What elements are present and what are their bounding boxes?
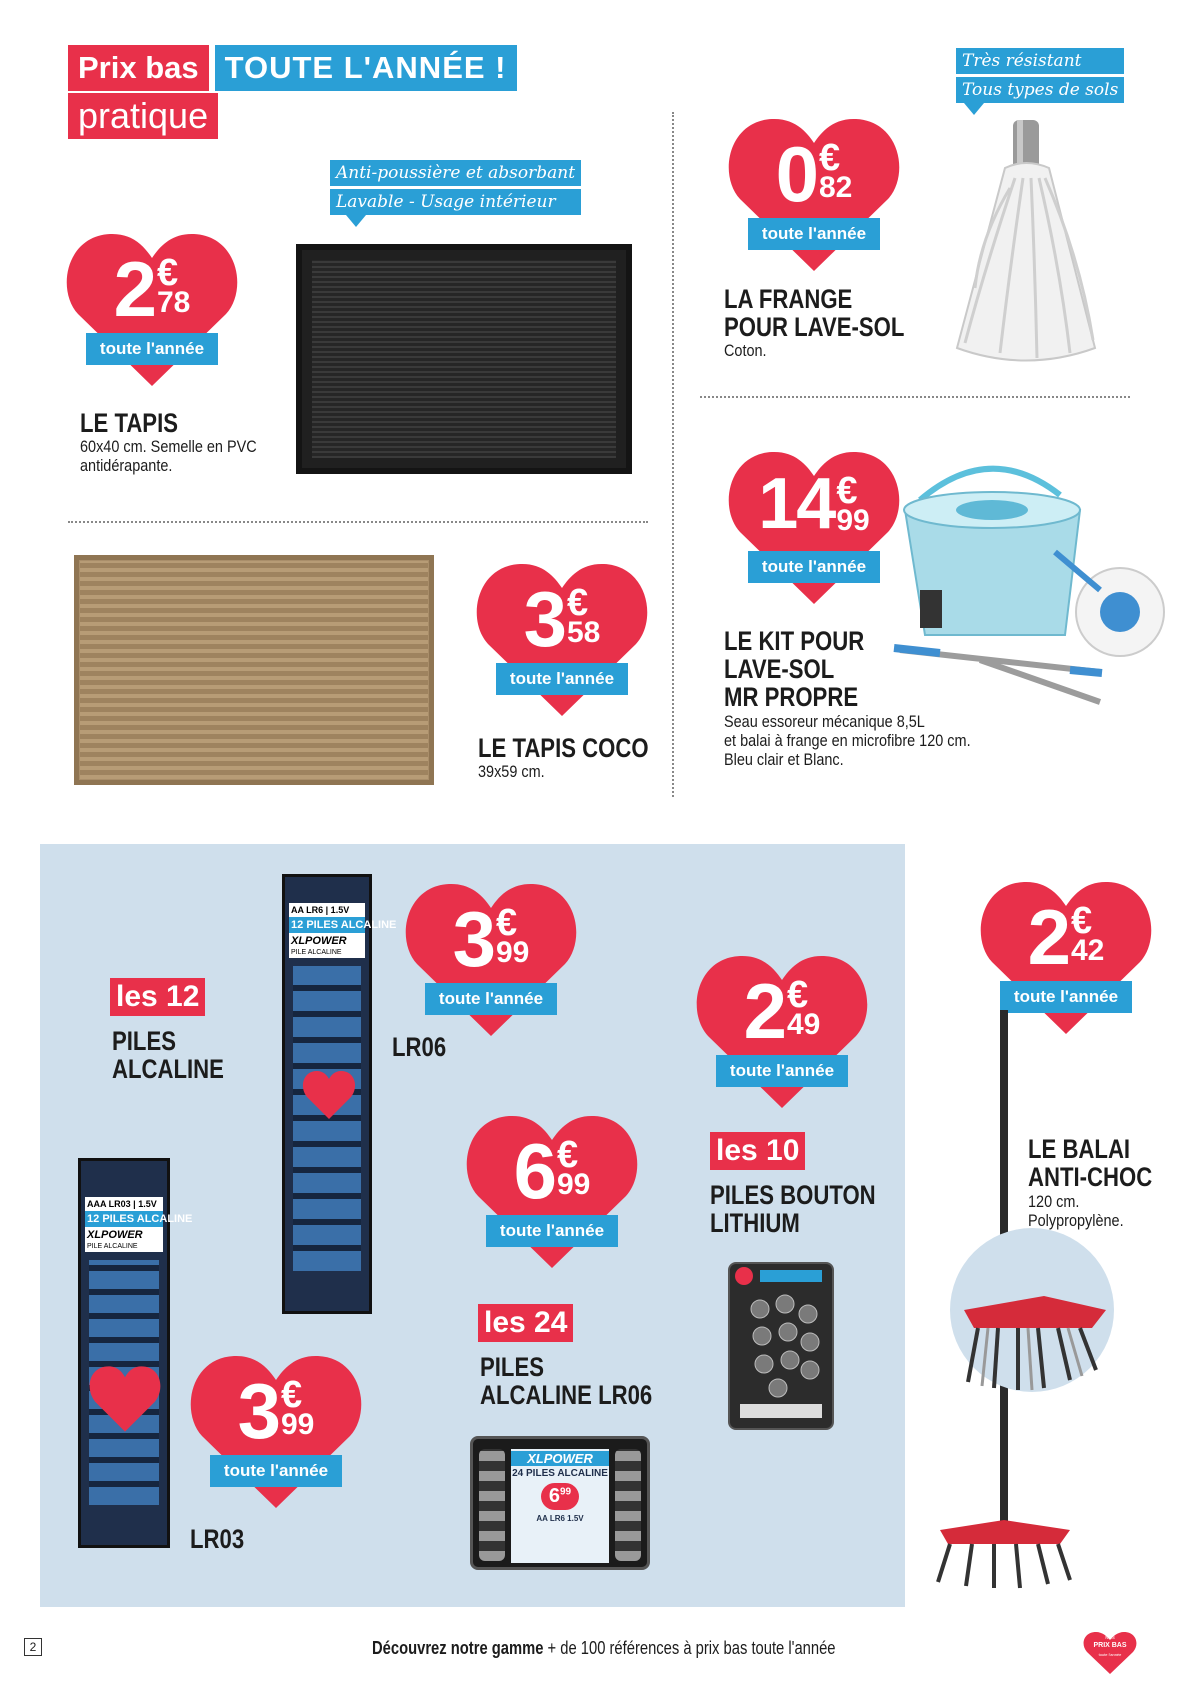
frange-price-dec: 82 bbox=[819, 171, 853, 204]
kit-title-2: LAVE-SOL bbox=[724, 654, 835, 684]
balai-price-int: 2 bbox=[1027, 893, 1069, 981]
coco-desc: 39x59 cm. bbox=[478, 762, 545, 781]
piles24-qty: les 24 bbox=[478, 1304, 573, 1342]
coin-cells-icon bbox=[730, 1264, 832, 1428]
aa-pack-label bbox=[289, 917, 397, 933]
kit-price-int: 14 bbox=[758, 464, 835, 544]
footer-logo-bottom: toute l'année bbox=[1098, 1652, 1122, 1657]
balai-title-1: LE BALAI bbox=[1028, 1134, 1131, 1164]
balai-desc-2: Polypropylène. bbox=[1028, 1211, 1124, 1230]
box-price-dec: 99 bbox=[560, 1486, 572, 1498]
kit-desc-1: Seau essoreur mécanique 8,5L bbox=[724, 712, 925, 731]
kit-price-dec: 99 bbox=[836, 504, 870, 537]
frange-callout-line2: Tous types de sols bbox=[956, 77, 1124, 103]
piles24-box-image bbox=[470, 1436, 650, 1570]
section-title: pratique bbox=[68, 93, 218, 139]
coco-ribbon: toute l'année bbox=[496, 663, 628, 695]
aa-pack-count: 12 bbox=[291, 919, 304, 931]
box-count-label bbox=[511, 1468, 609, 1479]
broom-image bbox=[920, 1010, 1130, 1590]
bouton-ribbon: toute l'année bbox=[716, 1055, 848, 1087]
lr03-ribbon: toute l'année bbox=[210, 1455, 342, 1487]
box-price-int: 6 bbox=[548, 1485, 560, 1507]
box-batteries-right bbox=[615, 1449, 641, 1561]
footer-logo-mid: PRIX BAS bbox=[1093, 1642, 1127, 1649]
frange-desc: Coton. bbox=[724, 341, 767, 360]
lr06-price bbox=[405, 895, 577, 983]
box-spec: AA LR6 1.5V bbox=[536, 1514, 584, 1523]
balai-ribbon: toute l'année bbox=[1000, 981, 1132, 1013]
lr06-price-dec: 99 bbox=[496, 936, 530, 969]
aa-pack-brand: XLPOWER bbox=[289, 933, 365, 949]
frange-callout-tail bbox=[964, 103, 984, 115]
euro-sign: € bbox=[157, 252, 179, 294]
tapis-desc-1: 60x40 cm. Semelle en PVC bbox=[80, 437, 257, 456]
box-brand: XLPOWER bbox=[511, 1451, 609, 1466]
footer-tagline-rest: + de 100 références à prix bas toute l'année bbox=[543, 1638, 836, 1658]
tapis-callout-line1: Anti-poussière et absorbant bbox=[330, 160, 581, 186]
aaa-pack-line: PILE ALCALINE bbox=[85, 1243, 163, 1252]
kit-title-1: LE KIT POUR bbox=[724, 626, 865, 656]
piles24-price-dec: 99 bbox=[557, 1168, 591, 1201]
footer-tagline bbox=[372, 1638, 836, 1659]
tapis-callout-tail bbox=[346, 215, 366, 227]
lr03-price bbox=[190, 1367, 362, 1455]
footer-tagline-bold: Découvrez notre gamme bbox=[372, 1638, 544, 1658]
box-price bbox=[541, 1483, 579, 1510]
piles12-qty: les 12 bbox=[110, 978, 205, 1016]
balai-price-dec: 42 bbox=[1071, 934, 1105, 967]
heart-badge-icon bbox=[301, 1067, 357, 1123]
euro-sign: € bbox=[819, 137, 841, 179]
tapis-texture bbox=[312, 260, 616, 458]
frange-price-int: 0 bbox=[775, 130, 817, 218]
tapis-price bbox=[66, 245, 238, 333]
aa-pack-image bbox=[282, 874, 397, 1314]
tapis-ribbon: toute l'année bbox=[86, 333, 218, 365]
euro-sign: € bbox=[281, 1374, 303, 1416]
divider-vertical bbox=[672, 112, 674, 797]
tapis-price-heart bbox=[66, 230, 238, 386]
tapis-image bbox=[296, 244, 632, 474]
coco-price-heart bbox=[476, 560, 648, 716]
tapis-coco-image bbox=[74, 555, 434, 785]
header-banner bbox=[68, 45, 517, 91]
euro-sign: € bbox=[836, 470, 858, 512]
box-label-text: PILES ALCALINE bbox=[526, 1468, 608, 1479]
euro-sign: € bbox=[557, 1134, 579, 1176]
aaa-pack-spec: AAA LR03 | 1.5V bbox=[85, 1197, 163, 1211]
bouton-price-heart bbox=[696, 952, 868, 1108]
euro-sign: € bbox=[496, 902, 518, 944]
frange-price bbox=[728, 130, 900, 218]
footer-logo-top: Mes bbox=[1105, 1635, 1115, 1641]
euro-sign: € bbox=[787, 974, 809, 1016]
aa-pack-piles: PILES bbox=[306, 919, 339, 931]
piles12-title-2: ALCALINE bbox=[112, 1054, 224, 1084]
box-batteries-left bbox=[479, 1449, 505, 1561]
piles12-title-1: PILES bbox=[112, 1026, 176, 1056]
frange-title-2: POUR LAVE-SOL bbox=[724, 312, 905, 342]
frange-title-1: LA FRANGE bbox=[724, 284, 853, 314]
coco-price-dec: 58 bbox=[567, 616, 601, 649]
aa-pack-line: PILE ALCALINE bbox=[289, 949, 365, 958]
lr06-price-int: 3 bbox=[452, 895, 494, 983]
lr03-price-heart bbox=[190, 1352, 362, 1508]
tapis-callout bbox=[330, 160, 581, 227]
heart-badge-icon bbox=[85, 1361, 165, 1437]
box-count: 24 bbox=[512, 1468, 524, 1479]
piles24-price-heart bbox=[466, 1112, 638, 1268]
balai-price bbox=[980, 893, 1152, 981]
bouton-title-2: LITHIUM bbox=[710, 1208, 800, 1238]
balai-desc-1: 120 cm. bbox=[1028, 1192, 1080, 1211]
coco-price bbox=[476, 575, 648, 663]
aaa-pack-image bbox=[78, 1158, 193, 1548]
frange-callout-line1: Très résistant bbox=[956, 48, 1124, 74]
aa-pack-spec: AA LR6 | 1.5V bbox=[289, 903, 365, 917]
euro-sign: € bbox=[567, 582, 589, 624]
piles24-title-2: ALCALINE LR06 bbox=[480, 1380, 653, 1410]
header-toute-annee: TOUTE L'ANNÉE ! bbox=[215, 45, 517, 91]
aaa-pack-count: 12 bbox=[87, 1213, 100, 1225]
kit-title-3: MR PROPRE bbox=[724, 682, 859, 712]
bouton-pack-image bbox=[728, 1262, 834, 1430]
bouton-price bbox=[696, 967, 868, 1055]
lr03-price-dec: 99 bbox=[281, 1408, 315, 1441]
euro-sign: € bbox=[1071, 900, 1093, 942]
aaa-pack-label bbox=[85, 1211, 193, 1227]
divider-horizontal-right bbox=[700, 396, 1130, 398]
page-number: 2 bbox=[24, 1638, 42, 1656]
bouton-title-1: PILES BOUTON bbox=[710, 1180, 876, 1210]
kit-price bbox=[728, 464, 900, 544]
coco-title: LE TAPIS COCO bbox=[478, 733, 649, 763]
aaa-pack-alcaline: ALCALINE bbox=[136, 1213, 193, 1225]
tapis-coco-texture bbox=[80, 561, 428, 779]
aaa-pack-brand: XLPOWER bbox=[85, 1227, 163, 1243]
box-label bbox=[511, 1449, 609, 1563]
lr06-ribbon: toute l'année bbox=[425, 983, 557, 1015]
tapis-price-int: 2 bbox=[113, 245, 155, 333]
mop-head-image bbox=[945, 118, 1115, 368]
piles24-title-1: PILES bbox=[480, 1352, 544, 1382]
kit-ribbon: toute l'année bbox=[748, 551, 880, 583]
bouton-price-int: 2 bbox=[743, 967, 785, 1055]
tapis-title: LE TAPIS bbox=[80, 408, 179, 438]
divider-horizontal-left bbox=[68, 521, 648, 523]
bouton-qty: les 10 bbox=[710, 1132, 805, 1170]
lr03-price-int: 3 bbox=[237, 1367, 279, 1455]
piles24-price-int: 6 bbox=[513, 1127, 555, 1215]
header-prix-bas: Prix bas bbox=[68, 45, 209, 91]
frange-price-heart bbox=[728, 115, 900, 271]
coco-price-int: 3 bbox=[523, 575, 565, 663]
lr03-label: LR03 bbox=[190, 1524, 245, 1554]
bouton-price-dec: 49 bbox=[787, 1008, 821, 1041]
lr06-label: LR06 bbox=[392, 1032, 447, 1062]
kit-desc-3: Bleu clair et Blanc. bbox=[724, 750, 844, 769]
kit-price-heart bbox=[728, 448, 900, 604]
aa-pack-alcaline: ALCALINE bbox=[340, 919, 397, 931]
frange-callout bbox=[956, 48, 1124, 115]
tapis-desc-2: antidérapante. bbox=[80, 456, 173, 475]
footer-logo bbox=[1082, 1630, 1138, 1674]
balai-title-2: ANTI-CHOC bbox=[1028, 1162, 1153, 1192]
bucket-mop-kit-image bbox=[880, 440, 1170, 720]
piles24-price bbox=[466, 1127, 638, 1215]
kit-desc-2: et balai à frange en microfibre 120 cm. bbox=[724, 731, 971, 750]
tapis-price-dec: 78 bbox=[157, 286, 191, 319]
lr06-price-heart bbox=[405, 880, 577, 1036]
aaa-pack-piles: PILES bbox=[102, 1213, 135, 1225]
tapis-callout-line2: Lavable - Usage intérieur bbox=[330, 189, 581, 215]
piles24-ribbon: toute l'année bbox=[486, 1215, 618, 1247]
frange-ribbon: toute l'année bbox=[748, 218, 880, 250]
